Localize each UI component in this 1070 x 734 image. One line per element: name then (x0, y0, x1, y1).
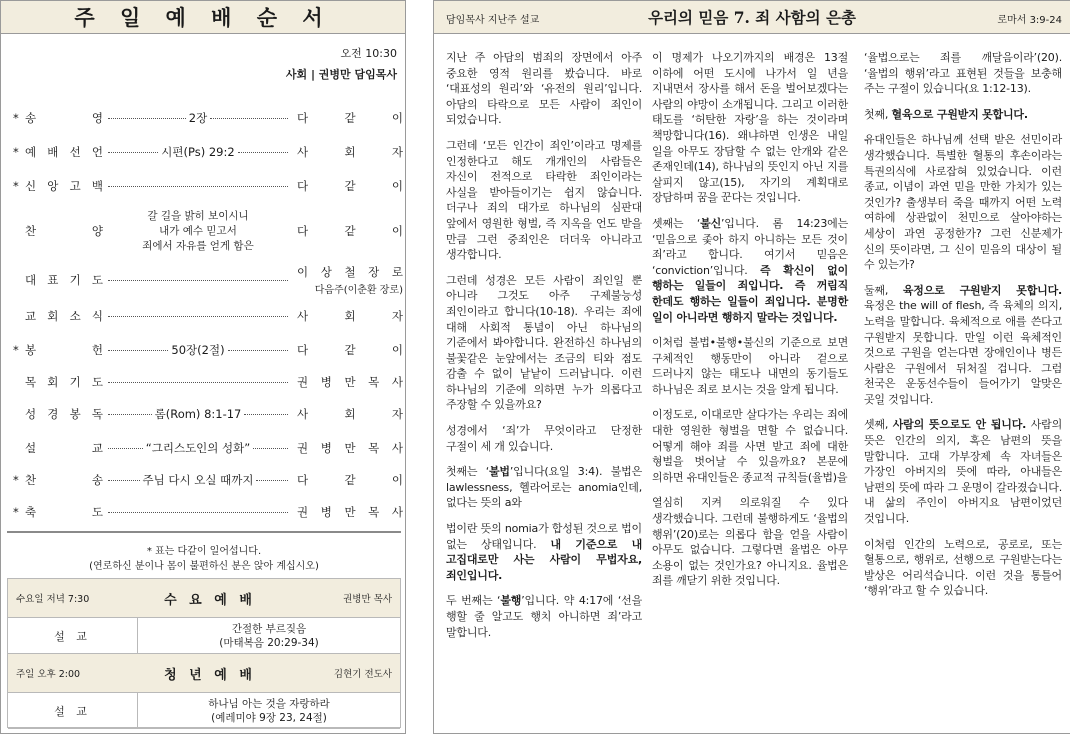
body-text: ’입니다(요일 3:4). 불법은 lawlessness, 헬라어로는 anomia인데, 없다는 뜻의 a와 (446, 465, 642, 510)
leader-char: 이 (391, 179, 403, 193)
leader-char: 권 (297, 441, 309, 455)
order-item-char: 교 (91, 441, 103, 455)
order-item-char: 송 (25, 111, 37, 125)
sermon-header (434, 1, 1070, 34)
sermon-paragraph (446, 138, 642, 263)
leader-char: 권 (297, 505, 309, 519)
sermon-text (138, 697, 400, 725)
leader-dots (108, 316, 288, 317)
order-item-name (25, 440, 103, 456)
leader-char: 회 (344, 309, 356, 323)
order-item-char: 고 (69, 179, 81, 193)
order-item-detail: 롬(Rom) 8:1-17 (154, 407, 242, 421)
order-item-char: 독 (91, 407, 103, 421)
other-services-table (7, 578, 401, 728)
order-item-content (105, 144, 291, 160)
worship-order-row (13, 405, 403, 423)
worship-order-row (13, 109, 403, 127)
order-item-char: 도 (91, 505, 103, 519)
leader-char: 목 (368, 375, 380, 389)
order-item-char: 송 (91, 473, 103, 487)
order-item-char: 도 (91, 273, 103, 287)
body-text: 이처럼 인간의 노력으로, 공로로, 또는 혈통으로, 행위로, 선행으로 구원받는다는 발상은 어리석습니다. 이런 것을 통틀어 ‘행위’라고 할 수 있습니다. (864, 537, 1062, 598)
hymn-title: 죄에서 자유를 얻게 함은 (142, 239, 254, 252)
leader-char: 장 (368, 265, 380, 279)
order-item-leader (297, 342, 403, 358)
order-item-content (105, 110, 291, 126)
leader-char: 다 (297, 343, 309, 357)
leader-char: 사 (391, 505, 403, 519)
leader-char: 같 (344, 473, 356, 487)
sermon-page (433, 0, 1070, 734)
leader-char: 병 (320, 441, 332, 455)
leader-char: 사 (391, 441, 403, 455)
order-item-name (25, 144, 103, 160)
sermon-paragraph (864, 132, 1062, 272)
service-leader: 사회 | 권병만 담임목사 (285, 68, 397, 81)
order-item-leader (297, 406, 403, 422)
order-item-char: 백 (91, 179, 103, 193)
hymn-title: 갈 길을 밝히 보이시니 (147, 209, 249, 222)
sermon-paragraph (446, 464, 642, 511)
order-item-leader (297, 110, 403, 126)
order-item-char: 소 (69, 309, 81, 323)
sermon-category: 담임목사 지난주 설교 (446, 15, 540, 26)
leader-char: 사 (391, 375, 403, 389)
emphasis-text: 사람의 뜻으로도 안 됩니다. (892, 418, 1027, 432)
body-text: ‘율법으로는 죄를 깨달음이라’(20). ‘율법의 행위’라고 표현된 것들을 보충해 주는 구절이 있습니다(요 1:12-13). (864, 51, 1062, 96)
leader-char: 이 (297, 265, 309, 279)
order-item-char: 양 (91, 224, 103, 238)
leader-char: 사 (297, 407, 309, 421)
standing-mark: * (13, 145, 19, 159)
order-item-content (105, 512, 291, 513)
order-item-leader (297, 440, 403, 456)
order-item-name (25, 308, 103, 324)
worship-order-row (13, 341, 403, 359)
leader-char: 같 (344, 224, 356, 238)
order-item-detail: “그리스도인의 성화” (145, 441, 251, 455)
leader-dots (238, 152, 288, 153)
order-item-leader (297, 178, 403, 194)
order-item-char: 경 (47, 407, 59, 421)
order-item-leader (297, 308, 403, 324)
order-item-leader (297, 374, 403, 390)
sermon-label: 설 교 (8, 693, 138, 728)
order-item-content (105, 440, 291, 456)
sermon-paragraph (864, 107, 1062, 123)
emphasis-text: 불법 (489, 465, 510, 479)
worship-order-row (13, 373, 403, 391)
body-text: 그런데 성경은 모든 사람이 죄인일 뿐 아니라 그것도 아주 구제불능성 죄인이라고 합니다(10-18). 우리는 죄에 대해 사회적 통념이 아닌 하나님의 기준에서 봐야합니다. 완전하신 하나님의 불꽃같은 눈앞에서는 조금의 티와 점도 감출 수 없이 낱낱이 드러납니다. 이런 하나님의 기준에 의하면 누가 의롭다고 주장할 수 있을까요? (446, 273, 642, 412)
order-item-name (25, 504, 103, 520)
order-item-detail: 2장 (188, 111, 208, 125)
leader-char: 다 (297, 473, 309, 487)
body-text: 지난 주 아담의 범죄의 장면에서 아주 중요한 영적 원리를 봤습니다. 바로 ‘대표성의 원리’와 ‘유전의 원리’입니다. 아담의 타락으로 모든 사람이 죄인이 되었습니다. (446, 51, 642, 127)
body-text: ’입니다. 약 4:17에 ‘선을 행할 줄 알고도 행치 아니하면 죄’라고 말합니다. (446, 594, 642, 639)
leader-char: 철 (344, 265, 356, 279)
sermon-text-line: (예레미야 9장 23, 24절) (211, 711, 327, 724)
body-text: 둘째, (864, 283, 903, 297)
seated-note: (연로하신 분이나 몸이 불편하신 분은 앉아 계십시오) (89, 561, 319, 572)
leader-dots (108, 350, 168, 351)
order-item-name (25, 110, 103, 126)
worship-order-title: 주 일 예 배 순 서 (1, 1, 405, 34)
order-item-char: 표 (47, 273, 59, 287)
worship-order-row (13, 209, 403, 253)
service-preacher: 권병만 목사 (343, 594, 392, 605)
order-item-name (25, 223, 103, 239)
order-item-detail: 주님 다시 오실 때까지 (142, 473, 254, 487)
service-time: 주일 오후 2:00 (16, 669, 81, 680)
order-item-char: 배 (47, 145, 59, 159)
body-text: 첫째는 ‘ (446, 465, 489, 479)
standing-mark: * (13, 343, 19, 357)
body-text: ’입니다. 롬 14:23에는 ‘믿음으로 좇아 하지 아니하는 모든 것이 죄’라고 합니다. 여기서 믿음은 ‘conviction’입니다. (652, 216, 848, 277)
worship-order-row (13, 307, 403, 325)
order-item-char: 도 (91, 375, 103, 389)
leader-char: 다 (297, 179, 309, 193)
order-item-content (105, 342, 291, 358)
order-item-content (105, 186, 291, 187)
leader-char: 목 (368, 441, 380, 455)
hymn-titles (105, 209, 291, 254)
leader-char: 사 (297, 309, 309, 323)
leader-dots (108, 414, 152, 415)
leader-char: 같 (344, 111, 356, 125)
order-item-char: 기 (69, 273, 81, 287)
order-item-leader (297, 223, 403, 239)
body-text: 사람의 뜻은 인간의 의지, 혹은 남편의 뜻을 말합니다. 고대 가부장제 속 자녀들은 가장인 아버지의 뜻에 따라, 아내들은 남편의 뜻에 따라 그 운명이 갈라졌습니다. 내 삶의 주인이 아버지요 남편이었던 것입니다. (864, 418, 1062, 526)
body-text: 셋째는 ‘ (652, 216, 701, 230)
leader-char: 만 (344, 441, 356, 455)
body-text: 셋째, (864, 418, 893, 432)
leader-char: 다 (297, 224, 309, 238)
sermon-paragraph (652, 335, 848, 397)
leader-char: 목 (368, 505, 380, 519)
service-sermon-row (8, 692, 400, 729)
order-item-leader (297, 144, 403, 160)
service-title: 청 년 예 배 (164, 667, 256, 683)
leader-char: 이 (391, 473, 403, 487)
emphasis-text: 혈육으로 구원받지 못합니다. (891, 107, 1028, 121)
worship-order-row (13, 503, 403, 521)
order-item-char: 헌 (91, 343, 103, 357)
leader-char: 회 (344, 407, 356, 421)
order-item-char: 성 (25, 407, 37, 421)
sermon-title: 우리의 믿음 7. 죄 사함의 은총 (648, 8, 856, 27)
body-text: 육정은 the will of flesh, 즉 육체의 의지, 노력을 말합니다. 육체적으로 애를 쓴다고 구원받지 못합니다. 만일 이런 육체적인 것으로 구원을 얻는다면 장애인이나 병든 사람은 구원에서 뒤처질 겁니다. 그럼 천국은 운동선수들이 들어가기 알맞은 곳일 것입니다. (864, 299, 1062, 406)
order-item-leader (297, 472, 403, 488)
leader-dots (108, 280, 288, 281)
service-header (8, 654, 400, 692)
body-text: 그런데 ‘모든 인간이 죄인’이라고 명제를 인정한다고 해도 개개인의 사람들은 자신이 전적으로 타락한 죄인이라는 사실을 받아들이기는 쉽지 않습니다. 더구나 죄의 대가로 하나님의 심판대 앞에서 영원한 형벌, 즉 지옥을 언도 받을 만큼 그런 중죄인은 더더욱 아니라고 생각합니다. (446, 138, 642, 262)
hymn-title: 내가 예수 믿고서 (159, 224, 237, 237)
body-text: 유대인들은 하나님께 선택 받은 선민이라 생각했습니다. 특별한 혈통의 후손이라는 특권의식에 사로잡혀 있었습니다. 이런 종교, 이념이 과연 믿을 만한 가치가 있는 것인가? 출생부터 죽을 때까지 어떤 노력 여하에 상관없이 천민으로 살아야하는 세상이 과연 공정한가? 그런 신분제가 신의 뜻이라면, 그 신이 믿음의 대상이 될 수 있는가? (864, 133, 1062, 272)
order-item-name (25, 342, 103, 358)
body-text: 첫째, (864, 107, 892, 121)
order-item-char: 봉 (69, 407, 81, 421)
leader-dots (253, 448, 288, 449)
leader-dots (108, 152, 158, 153)
body-text: 성경에서 ‘죄’가 무엇이라고 단정한 구절이 세 개 있습니다. (446, 424, 642, 453)
order-item-char: 예 (25, 145, 37, 159)
sermon-column-1 (446, 50, 642, 650)
leader-char: 만 (344, 505, 356, 519)
sermon-paragraph (652, 495, 848, 589)
service-header (8, 579, 400, 617)
order-item-char: 언 (91, 145, 103, 159)
body-text: 이 명제가 나오기까지의 배경은 13절 이하에 어떤 도시에 나가서 일 년을 지내면서 장사를 해서 돈을 벌어보겠다는 사람의 야망이 소개됩니다. 그리고 이러한 태도를 ‘허탄한 자랑’을 하는 것이라며 책망합니다(16). 왜냐하면 인생은 내일 일을 아무도 장담할 수 없는 안개와 같은 존재인데(14), 하나님의 뜻인지 아닌 지를 살피지 않고(15), 자기의 계획대로 장담하며 꿈을 꾼다는 것입니다. (652, 51, 848, 205)
body-text: 이정도로, 이대로만 살다가는 우리는 죄에 대한 영원한 형벌을 면할 수 없습니다. 어떻게 해야 죄를 사면 받고 죄에 대한 형벌을 벗어날 수 있을까요? 본문에 의하면 유대인들은 종교적 규칙들(율법)을 (652, 408, 848, 484)
order-item-detail: 시편(Ps) 29:2 (161, 145, 235, 159)
order-item-content (105, 209, 291, 254)
sermon-paragraph (864, 537, 1062, 599)
order-item-name (25, 374, 103, 390)
leader-char: 상 (320, 265, 332, 279)
sermon-text (138, 622, 400, 650)
order-item-char: 앙 (47, 179, 59, 193)
sermon-paragraph (652, 50, 848, 206)
leader-char: 병 (320, 375, 332, 389)
order-item-content (105, 472, 291, 488)
leader-char: 회 (344, 145, 356, 159)
leader-char: 만 (344, 375, 356, 389)
leader-char: 다 (297, 111, 309, 125)
sermon-paragraph (652, 407, 848, 485)
service-time: 오전 10:30 (340, 47, 397, 60)
order-item-leader (297, 264, 403, 296)
sermon-paragraph (446, 521, 642, 583)
sermon-paragraph (446, 423, 642, 454)
order-item-char: 기 (69, 375, 81, 389)
order-item-char: 설 (25, 441, 37, 455)
standing-mark: * (13, 473, 19, 487)
leader-dots (108, 186, 288, 187)
service-time: 수요일 저녁 7:30 (16, 594, 90, 605)
leader-char: 같 (344, 179, 356, 193)
sermon-text-line: 간절한 부르짖음 (231, 622, 307, 635)
worship-order-row (13, 439, 403, 457)
order-item-char: 봉 (25, 343, 37, 357)
leader-dots (108, 382, 288, 383)
emphasis-text: 불신 (700, 216, 722, 230)
sermon-paragraph (864, 417, 1062, 526)
order-item-char: 축 (25, 505, 37, 519)
sermon-paragraph (864, 283, 1062, 408)
next-week-leader: 다음주(이춘환 장로) (314, 285, 403, 296)
leader-char: 사 (297, 145, 309, 159)
standing-mark: * (13, 111, 19, 125)
leader-dots (108, 118, 186, 119)
leader-char: 로 (391, 265, 403, 279)
order-item-char: 대 (25, 273, 37, 287)
leader-char: 자 (391, 309, 403, 323)
stand-note: * 표는 다같이 일어섭니다. (146, 546, 262, 557)
leader-dots (108, 480, 140, 481)
leader-dots (210, 118, 288, 119)
body-text: 열심히 지켜 의로워질 수 있다 생각했습니다. 그런데 불행하게도 ‘율법의 행위’(20)로는 의롭다 함을 얻을 사람이 아무도 없습니다. 그렇다면 율법은 아무 소용이 없는 것인가요? 아니지요. 율법은 죄를 깨닫기 위한 것입니다. (652, 496, 848, 588)
order-item-char: 식 (91, 309, 103, 323)
emphasis-text: 불행 (500, 594, 522, 608)
order-item-detail: 50장(2절) (171, 343, 225, 357)
worship-order-page (0, 0, 406, 734)
leader-dots (108, 512, 288, 513)
worship-order-row (13, 263, 403, 297)
order-item-name (25, 406, 103, 422)
emphasis-text: 내 기준으로 내 고집대로만 사는 사람이 무법자요, 죄인입니다. (446, 537, 642, 582)
leader-char: 권 (297, 375, 309, 389)
leader-dots (228, 350, 288, 351)
order-item-content (105, 280, 291, 281)
service-preacher: 김현기 전도사 (333, 669, 392, 680)
leader-char: 같 (344, 343, 356, 357)
sermon-column-2 (652, 50, 848, 599)
order-item-char: 선 (69, 145, 81, 159)
order-item-name (25, 178, 103, 194)
body-text: 두 번째는 ‘ (446, 594, 501, 608)
order-item-leader-name (297, 264, 403, 280)
service-title: 수 요 예 배 (164, 592, 256, 608)
order-item-name (25, 272, 103, 288)
service-sermon-row (8, 617, 400, 654)
leader-dots (256, 480, 288, 481)
leader-char: 자 (391, 407, 403, 421)
worship-order-row (13, 177, 403, 195)
order-item-content (105, 406, 291, 422)
worship-order-row (13, 471, 403, 489)
sermon-text-line: (마태복음 20:29-34) (219, 636, 319, 649)
order-item-char: 목 (25, 375, 37, 389)
standing-mark: * (13, 179, 19, 193)
worship-order-row (13, 143, 403, 161)
order-item-content (105, 382, 291, 383)
order-item-char: 교 (25, 309, 37, 323)
leader-char: 병 (320, 505, 332, 519)
sermon-paragraph (446, 50, 642, 128)
leader-char: 자 (391, 145, 403, 159)
order-item-char: 회 (47, 375, 59, 389)
sermon-scripture: 로마서 3:9-24 (997, 15, 1062, 26)
order-item-char: 찬 (25, 473, 37, 487)
emphasis-text: 육정으로 구원받지 못합니다. (902, 283, 1062, 297)
leader-char: 이 (391, 111, 403, 125)
body-text: 이처럼 불법•불행•불신의 기준으로 보면 구체적인 행동만이 아니라 겉으로 드러나지 않는 태도나 내면의 동기들도 하나님은 죄로 보시는 것을 알게 됩니다. (652, 336, 848, 396)
order-item-content (105, 316, 291, 317)
sermon-paragraph (864, 50, 1062, 97)
order-item-char: 영 (91, 111, 103, 125)
leader-dots (108, 448, 143, 449)
sermon-paragraph (446, 593, 642, 640)
leader-char: 이 (391, 343, 403, 357)
leader-char: 이 (391, 224, 403, 238)
leader-dots (244, 414, 288, 415)
order-item-name (25, 472, 103, 488)
sermon-label: 설 교 (8, 618, 138, 653)
sermon-paragraph (652, 216, 848, 325)
emphasis-text: 즉 확신이 없이 행하는 일들이 죄입니다. 즉 꺼림직 한데도 행하는 일들이 죄입니다. 분명한 일이 아니라면 행하지 말라는 것입니다. (652, 263, 848, 324)
order-item-char: 찬 (25, 224, 37, 238)
sermon-text-line: 하나님 아는 것을 자랑하라 (208, 697, 330, 710)
order-item-char: 신 (25, 179, 37, 193)
body-text: 법이란 뜻의 nomia가 합성된 것으로 법이 없는 상태입니다. (446, 522, 642, 551)
order-item-leader (297, 504, 403, 520)
sermon-paragraph (446, 273, 642, 413)
sermon-column-3 (864, 50, 1062, 609)
order-item-char: 회 (47, 309, 59, 323)
standing-mark: * (13, 505, 19, 519)
divider (7, 531, 401, 533)
